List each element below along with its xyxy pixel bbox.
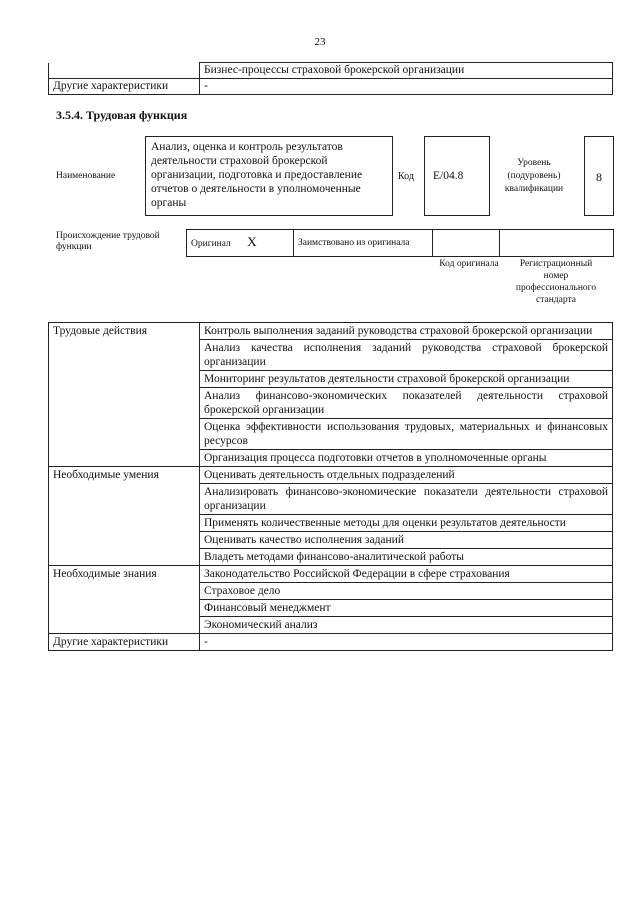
code-value-box: E/04.8 (424, 136, 490, 216)
function-details-table (48, 322, 613, 651)
list-item: Страховое дело (200, 583, 613, 600)
other-label: Другие характеристики (49, 634, 200, 651)
empty-cell (49, 63, 200, 79)
list-item: Законодательство Российской Федерации в сфере страхования (200, 566, 613, 583)
list-item: Организация процесса подготовки отчетов в уполномоченные органы (200, 450, 613, 467)
page-number: 23 (314, 36, 326, 48)
list-item: Применять количественные методы для оценки результатов деятельности (200, 515, 613, 532)
other-value: - (200, 634, 613, 651)
list-item: Финансовый менеджмент (200, 600, 613, 617)
original-label: Оригинал (191, 239, 231, 249)
code-caption: Код оригинала (439, 259, 499, 269)
list-item: Владеть методами финансово-аналитической работы (200, 549, 613, 566)
original-mark: X (247, 234, 257, 249)
reg-number-cell (500, 230, 614, 257)
list-item: Мониторинг результатов деятельности страховой брокерской организации (200, 371, 613, 388)
level-value-box: 8 (584, 136, 614, 216)
table-row (49, 634, 613, 651)
level-label: Уровень (подуровень) квалификации (504, 158, 564, 194)
origin-label: Происхождение трудовой функции (56, 231, 160, 252)
function-name-box: Анализ, оценка и контроль результатов деятельности страховой брокерской организации, подготовка и предоставление отчетов о деятельности в уполномоченные органы (145, 136, 393, 216)
business-processes-cell: Бизнес-процессы страховой брокерской организации (200, 63, 613, 79)
labor-actions-label: Трудовые действия (49, 323, 200, 467)
table-row (49, 323, 613, 340)
list-item: Оценивать качество исполнения заданий (200, 532, 613, 549)
other-characteristics-value: - (200, 79, 613, 95)
code-label: Код (398, 171, 414, 182)
list-item: Оценивать деятельность отдельных подразделений (200, 467, 613, 484)
knowledge-label: Необходимые знания (49, 566, 200, 634)
original-cell (187, 230, 294, 257)
skills-label: Необходимые умения (49, 467, 200, 566)
reg-caption: Регистрационный номер профессионального стандарта (515, 259, 597, 305)
table-row (49, 467, 613, 484)
other-characteristics-label: Другие характеристики (49, 79, 200, 95)
table-row (49, 566, 613, 583)
naming-label: Наименование (56, 171, 116, 181)
list-item: Анализ финансово-экономических показателей деятельности страховой брокерской организации (200, 388, 613, 419)
origin-code-cell (433, 230, 500, 257)
list-item: Оценка эффективности использования трудовых, материальных и финансовых ресурсов (200, 419, 613, 450)
list-item: Экономический анализ (200, 617, 613, 634)
origin-table (186, 229, 614, 257)
borrowed-label: Заимствовано из оригинала (294, 230, 433, 257)
list-item: Контроль выполнения заданий руководства страховой брокерской организации (200, 323, 613, 340)
section-title: 3.5.4. Трудовая функция (56, 108, 188, 122)
continuation-table (48, 62, 613, 95)
list-item: Анализ качества исполнения заданий руководства страховой брокерской организации (200, 340, 613, 371)
list-item: Анализировать финансово-экономические показатели деятельности страховой организации (200, 484, 613, 515)
